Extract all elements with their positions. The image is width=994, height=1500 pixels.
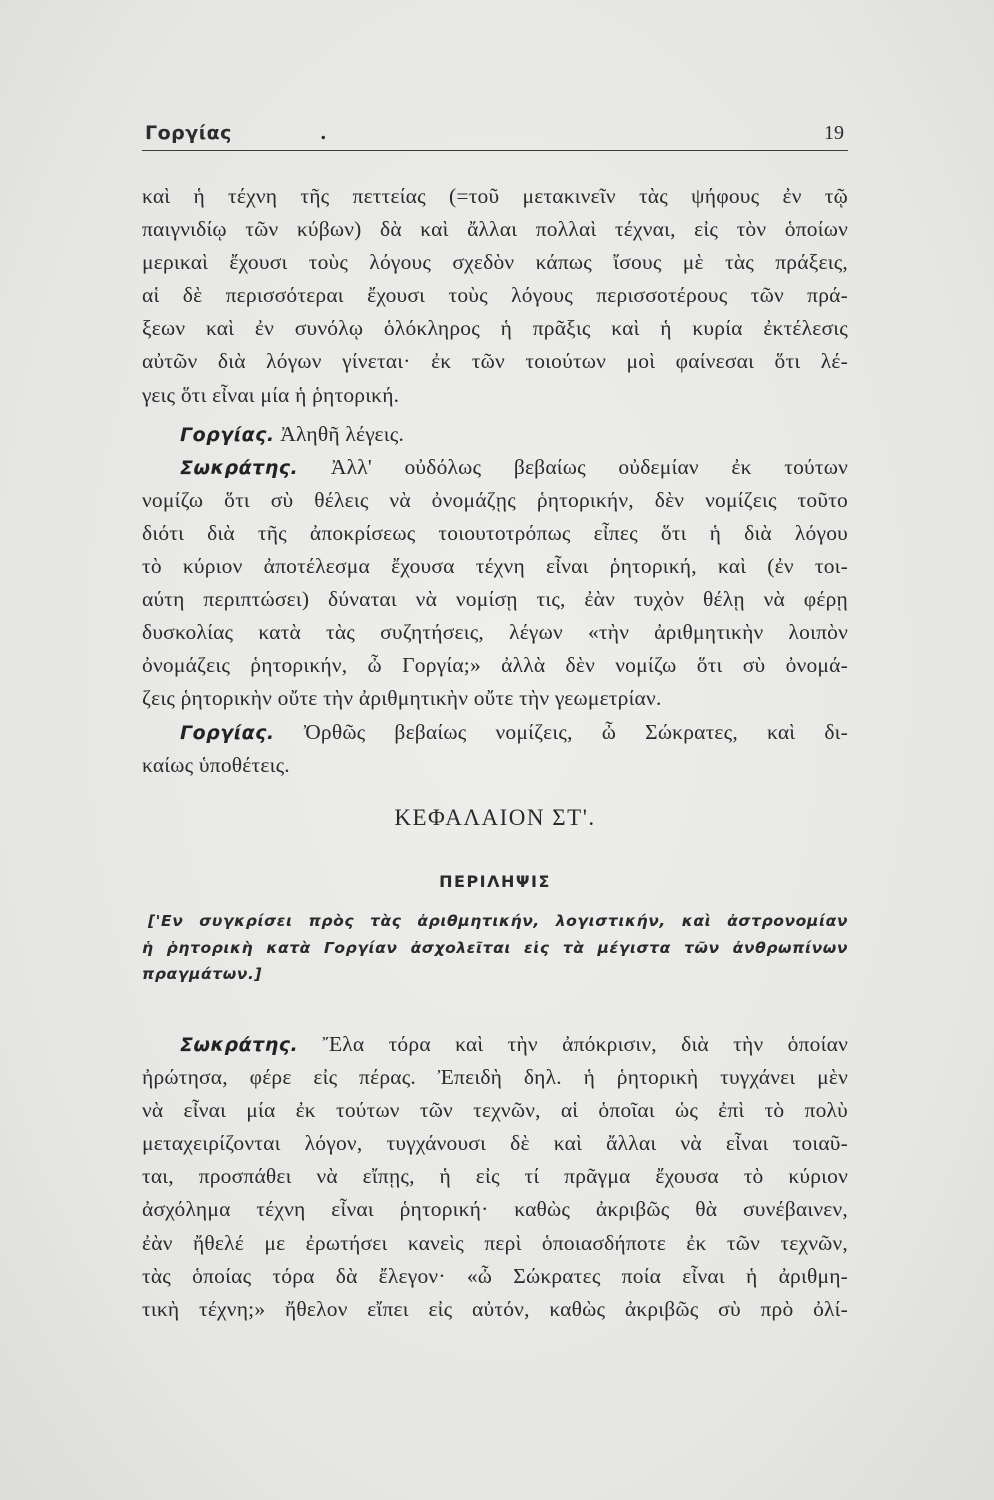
speaker-name: Σωκράτης. <box>180 456 299 479</box>
dialogue-line <box>142 451 848 484</box>
dialogue-text: Ὀρθῶς βεβαίως νομίζεις, ὦ Σώκρατες, καὶ δι- <box>303 719 848 744</box>
text-line: ἐὰν ἤθελέ με ἐρωτήσει κανεὶς περὶ ὁποιασδήποτε ἐκ τῶν τεχνῶν, <box>142 1230 848 1255</box>
page-header <box>142 120 848 151</box>
summary-line: ἡ ῥητορικὴ κατὰ Γοργίαν ἀσχολεῖται εἰς τὰ μέγιστα τῶν ἀνθρωπίνων <box>142 938 848 957</box>
text-line: αύτη περιπτώσει) δύναται νὰ νομίσῃ τις, ἐὰν τυχὸν θέλῃ νὰ φέρῃ <box>142 587 848 612</box>
text-line: ξεων καὶ ἐν συνόλῳ ὁλόκληρος ἡ πρᾶξις καὶ ἡ κυρία ἐκτέλεσις <box>142 316 848 341</box>
text-line: ζεις ῥητορικὴν οὔτε τὴν ἀριθμητικὴν οὔτε τὴν γεωμετρίαν. <box>142 686 662 711</box>
speaker-name: Σωκράτης. <box>180 1034 299 1056</box>
header-dot: . <box>320 122 327 144</box>
dialogue-text: Ἀλλ' οὐδόλως βεβαίως οὐδεμίαν ἐκ τούτων <box>330 454 849 479</box>
text-line: νὰ εἶναι μία ἐκ τούτων τῶν τεχνῶν, αἱ ὁποῖαι ὡς ἐπὶ τὸ πολὺ <box>142 1098 848 1123</box>
text-line: τὸ κύριον ἀποτέλεσμα ἔχουσα τέχνη εἶναι ῥητορική, καὶ (ἐν τοι- <box>142 554 848 579</box>
text-line: γεις ὅτι εἶναι μία ἡ ῥητορική. <box>142 382 400 407</box>
text-line: ἀσχόλημα τέχνη εἶναι ῥητορική· καθὼς ἀκριβῶς θὰ συνέβαινεν, <box>142 1197 848 1222</box>
text-line: καὶ ἡ τέχνη τῆς πεττείας (=τοῦ μετακινεῖν τὰς ψήφους ἐν τῷ <box>142 184 848 208</box>
text-line: διότι διὰ τῆς ἀποκρίσεως τοιουτοτρόπως εἶπες ὅτι ἡ διὰ λόγου <box>142 520 848 545</box>
speaker-name: Γοργίας. <box>180 721 275 744</box>
dialogue-line <box>142 418 848 451</box>
page-number: 19 <box>824 122 844 144</box>
text-line: παιγνιδίῳ τῶν κύβων) δὰ καὶ ἄλλαι πολλαὶ τέχναι, εἰς τὸν ὁποίων <box>142 217 848 242</box>
text-line: μερικαὶ ἔχουσι τοὺς λόγους σχεδὸν κάπως ἴσους μὲ τὰς πράξεις, <box>142 250 848 275</box>
speaker-name: Γοργίας. <box>180 423 275 446</box>
text-line: αἱ δὲ περισσότεραι ἔχουσι τοὺς λόγους περισσοτέρους τῶν πρά- <box>142 283 848 308</box>
running-head: Γοργίας <box>145 122 232 144</box>
chapter-title: ΚΕΦΑΛΑΙΟΝ ΣΤ'. <box>394 805 596 830</box>
text-line: τὰς ὁποίας τόρα δὰ ἔλεγον· «ὦ Σώκρατες ποία εἶναι ἡ ἀριθμη- <box>142 1263 848 1288</box>
summary-line: ['Εν συγκρίσει πρὸς τὰς ἀριθμητικήν, λογιστικήν, καὶ ἀστρονομίαν <box>148 912 848 930</box>
text-line: νομίζω ὅτι σὺ θέλεις νὰ ὀνομάζῃς ῥητορικήν, δὲν νομίζεις τοῦτο <box>142 487 848 512</box>
dialogue-text: Ἔλα τόρα καὶ τὴν ἀπόκρισιν, διὰ τὴν ὁποίαν <box>322 1032 849 1056</box>
text-line: δυσκολίας κατὰ τὰς συζητήσεις, λέγων «τὴν ἀριθμητικὴν λοιπὸν <box>142 620 848 645</box>
summary-line: πραγμάτων.] <box>142 965 263 983</box>
text-line: ται, προσπάθει νὰ εἴπῃς, ἡ εἰς τί πρᾶγμα ἔχουσα τὸ κύριον <box>142 1164 848 1189</box>
text-line: καίως ὑποθέτεις. <box>142 752 290 777</box>
chapter-summary <box>142 908 848 988</box>
summary-title: ΠΕΡΙΛΗΨΙΣ <box>439 872 551 891</box>
paragraph-continuation <box>142 180 848 782</box>
dialogue-line <box>142 716 848 749</box>
text-line: ὀνομάζεις ῥητορικήν, ὦ Γοργία;» ἀλλὰ δὲν νομίζω ὅτι σὺ ὀνομά- <box>142 653 848 678</box>
dialogue-text: Ἀληθῆ λέγεις. <box>280 421 405 446</box>
text-line: αὐτῶν διὰ λόγων γίνεται· ἐκ τῶν τοιούτων μοὶ φαίνεσαι ὅτι λέ- <box>142 349 848 374</box>
paragraph-socrates <box>142 1028 848 1326</box>
dialogue-line <box>142 1028 848 1061</box>
text-line: μεταχειρίζονται λόγον, τυγχάνουσι δὲ καὶ ἄλλαι νὰ εἶναι τοιαῦ- <box>142 1131 848 1156</box>
text-line: ἠρώτησα, φέρε εἰς πέρας. Ἐπειδὴ δηλ. ἡ ῥητορικὴ τυγχάνει μὲν <box>142 1065 848 1090</box>
text-line: τικὴ τέχνη;» ἤθελον εἴπει εἰς αὐτόν, καθὼς ἀκριβῶς σὺ πρὸ ὀλί- <box>142 1296 848 1321</box>
